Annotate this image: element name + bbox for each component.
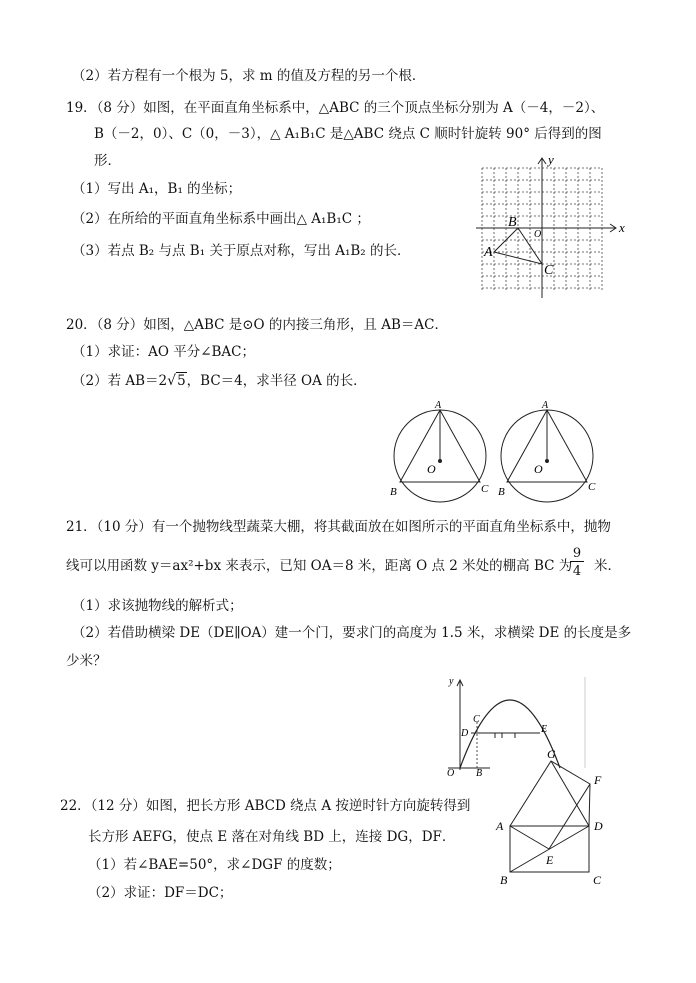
q19-line3: 形． — [94, 153, 121, 169]
point-c-label: C — [544, 263, 554, 278]
q20-circle-figure-2 — [495, 398, 610, 508]
q20-part1: （1）求证：AO 平分∠BAC； — [72, 344, 256, 360]
q20-circle-figure-1 — [385, 398, 500, 508]
parabola-o-label: O — [447, 768, 455, 779]
sqrt-radicand: 5 — [177, 373, 186, 389]
rect-point-e: E — [546, 853, 554, 867]
q22-rectangle-figure — [490, 744, 620, 890]
q19-part3: （3）若点 B₂ 与点 B₁ 关于原点对称，写出 A₁B₂ 的长． — [72, 243, 411, 259]
point-a-label: A — [484, 245, 493, 260]
fig2-point-c: C — [588, 481, 596, 493]
fig1-point-c: C — [481, 483, 489, 495]
rect-point-b: B — [500, 873, 508, 887]
fig2-point-a: A — [542, 400, 549, 411]
q21-part2b: 少米？ — [66, 653, 107, 669]
q20-part2-before: （2）若 AB＝2 — [72, 373, 168, 389]
q19-grid-figure — [470, 150, 630, 300]
point-b-label: B — [508, 215, 517, 230]
q19-line2: B（－2，0）、C（0，－3），△ A₁B₁C 是△ABC 绕点 C 顺时针旋转 90° 后得到的图 — [94, 126, 602, 142]
q21-line2b: 米． — [594, 558, 621, 574]
fig2-point-b: B — [498, 486, 505, 498]
q22-part2: （2）求证：DF＝DC； — [88, 885, 233, 901]
q21-part2a: （2）若借助横梁 DE（DE∥OA）建一个门，要求门的高度为 1.5 米，求横梁 DE 的长度是多 — [72, 625, 632, 641]
rect-point-f: F — [594, 773, 602, 787]
q20-line1: 20．（8 分）如图，△ABC 是⊙O 的内接三角形，且 AB＝AC． — [66, 317, 448, 333]
parabola-y-label: y — [449, 676, 454, 687]
q21-part1: （1）求该抛物线的解析式； — [72, 598, 243, 614]
q22-part1: （1）若∠BAE=50°，求∠DGF 的度数； — [88, 857, 341, 873]
q20-part2-after: ，BC＝4，求半径 OA 的长． — [186, 373, 367, 389]
fig1-point-o: O — [427, 462, 436, 476]
rect-point-g: G — [547, 747, 556, 761]
origin-label: O — [534, 229, 542, 240]
fig2-point-o: O — [534, 462, 543, 476]
fraction-denominator: 4 — [572, 564, 582, 579]
fig1-point-a: A — [435, 400, 442, 411]
q21-line2a: 线可以用函数 y＝ax²+bx 来表示，已知 OA＝8 米，距离 O 点 2 米处的棚高 BC 为 — [66, 558, 573, 574]
q19-line1: 19．（8 分）如图，在平面直角坐标系中，△ABC 的三个顶点坐标分别为 A（－4，－2）、 — [66, 100, 605, 116]
q22-line1: 22．（12 分）如图，把长方形 ABCD 绕点 A 按逆时针方向旋转得到 — [60, 798, 471, 814]
sqrt-sign: √ — [167, 373, 177, 389]
rect-point-d: D — [594, 819, 603, 833]
q22-line2: 长方形 AEFG，使点 E 落在对角线 BD 上，连接 DG，DF． — [88, 829, 456, 845]
parabola-e-label: E — [541, 724, 548, 735]
parabola-c-label: C — [473, 714, 480, 725]
rect-point-c: C — [593, 873, 602, 887]
parabola-b-label: B — [476, 768, 483, 779]
parabola-d-label: D — [461, 728, 469, 739]
q20-part2 — [72, 372, 367, 390]
q18-part2: （2）若方程有一个根为 5，求 m 的值及方程的另一个根． — [72, 68, 426, 84]
fraction-numerator: 9 — [570, 546, 584, 562]
fig1-point-b: B — [390, 486, 397, 498]
q21-line1: 21．（10 分）有一个抛物线型蔬菜大棚，将其截面放在如图所示的平面直角坐标系中，抛物 — [66, 519, 611, 535]
y-axis-label: y — [548, 152, 554, 167]
rect-point-a: A — [496, 819, 504, 833]
q19-part1: （1）写出 A₁，B₁ 的坐标； — [72, 181, 242, 197]
q19-part2: （2）在所给的平面直角坐标系中画出△ A₁B₁C ； — [72, 211, 370, 227]
x-axis-label: x — [619, 220, 625, 235]
